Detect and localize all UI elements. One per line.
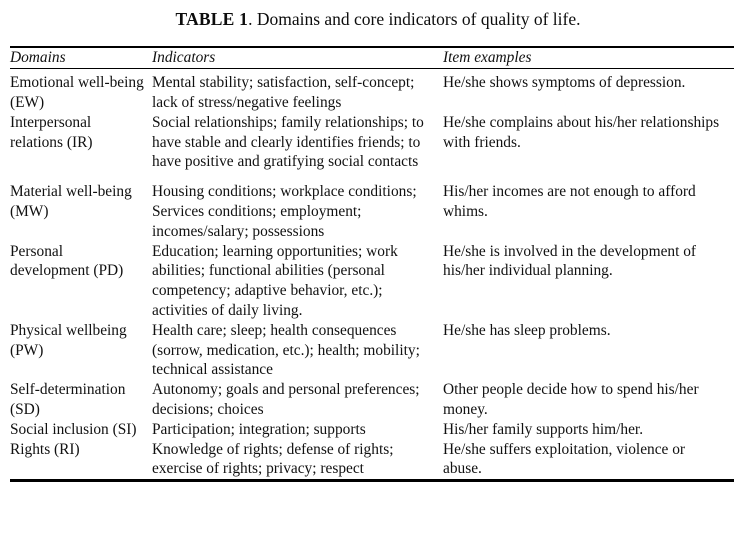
- cell-indicators: [152, 420, 443, 440]
- quality-of-life-table: [10, 46, 734, 482]
- cell-domain-text: Emotional well-being (EW): [10, 74, 144, 112]
- cell-item-example: [443, 69, 734, 113]
- cell-domain: [10, 380, 152, 420]
- cell-item-example-text: He/she shows symptoms of depression.: [443, 74, 686, 92]
- cell-domain-text: Self-determination (SD): [10, 381, 126, 419]
- cell-indicators: [152, 69, 443, 113]
- column-header-item-examples: [443, 48, 734, 68]
- table-body-element: [10, 69, 734, 479]
- cell-item-example: [443, 380, 734, 420]
- cell-item-example: [443, 440, 734, 480]
- column-header-domains-label: Domains: [10, 49, 66, 66]
- caption-label: TABLE 1: [175, 9, 249, 29]
- cell-domain-text: Personal development (PD): [10, 242, 124, 280]
- table-header: [10, 48, 734, 68]
- cell-item-example-text: He/she has sleep problems.: [443, 321, 611, 339]
- cell-indicators-text: Autonomy; goals and personal preferences; decisions; choices: [152, 381, 420, 419]
- column-header-indicators: [152, 48, 443, 68]
- cell-indicators: [152, 440, 443, 480]
- cell-indicators-text: Education; learning opportunities; work abilities; functional abilities (personal competency; adaptive behavior, etc.); activities of daily living.: [152, 242, 398, 320]
- table-body: [10, 69, 734, 479]
- cell-indicators: [152, 113, 443, 182]
- cell-item-example-text: He/she complains about his/her relationships with friends.: [443, 113, 720, 151]
- table-header-row: [10, 48, 734, 68]
- cell-item-example: [443, 182, 734, 241]
- cell-item-example: [443, 321, 734, 380]
- cell-indicators-text: Mental stability; satisfaction, self-concept; lack of stress/negative feelings: [152, 74, 415, 112]
- cell-indicators-text: Knowledge of rights; defense of rights; exercise of rights; privacy; respect: [152, 440, 394, 478]
- table-row: [10, 113, 734, 182]
- table-row: [10, 420, 734, 440]
- cell-indicators-text: Participation; integration; supports: [152, 420, 366, 438]
- column-header-indicators-label: Indicators: [152, 49, 216, 66]
- table-element: [10, 48, 734, 68]
- cell-indicators-text: Housing conditions; workplace conditions; Services conditions; employment; incomes/salary; possessions: [152, 183, 417, 240]
- table-caption: [0, 8, 756, 30]
- table-bottom-rule: [10, 479, 734, 482]
- cell-domain: [10, 242, 152, 321]
- cell-indicators-text: Social relationships; family relationships; to have stable and clearly identifies friends; to have positive and gratifying social contacts: [152, 113, 424, 171]
- column-header-item-examples-label: Item examples: [443, 49, 532, 66]
- cell-item-example: [443, 242, 734, 321]
- table-row: [10, 380, 734, 420]
- cell-item-example-text: Other people decide how to spend his/her money.: [443, 381, 699, 419]
- table-row: [10, 440, 734, 480]
- cell-item-example-text: He/she suffers exploitation, violence or abuse.: [443, 440, 686, 478]
- cell-domain: [10, 113, 152, 182]
- column-header-domains: [10, 48, 152, 68]
- cell-indicators-text: Health care; sleep; health consequences (sorrow, medication, etc.); health; mobility; technical assistance: [152, 321, 420, 379]
- table-row: [10, 69, 734, 113]
- cell-item-example: [443, 420, 734, 440]
- cell-domain-text: Rights (RI): [10, 440, 80, 458]
- cell-item-example-text: His/her family supports him/her.: [443, 420, 644, 438]
- cell-domain-text: Physical wellbeing (PW): [10, 321, 127, 359]
- cell-domain: [10, 321, 152, 380]
- cell-domain-text: Social inclusion (SI): [10, 420, 137, 438]
- caption-text: . Domains and core indicators of quality of life.: [248, 9, 581, 29]
- cell-domain: [10, 69, 152, 113]
- cell-domain-text: Material well-being (MW): [10, 183, 132, 221]
- cell-indicators: [152, 182, 443, 241]
- cell-domain: [10, 440, 152, 480]
- table-row: [10, 321, 734, 380]
- cell-indicators: [152, 242, 443, 321]
- cell-indicators: [152, 380, 443, 420]
- cell-domain-text: Interpersonal relations (IR): [10, 113, 93, 151]
- table-row: [10, 242, 734, 321]
- cell-item-example: [443, 113, 734, 182]
- cell-item-example-text: His/her incomes are not enough to afford whims.: [443, 183, 696, 221]
- cell-item-example-text: He/she is involved in the development of his/her individual planning.: [443, 242, 697, 280]
- cell-domain: [10, 420, 152, 440]
- table-row: [10, 182, 734, 241]
- cell-domain: [10, 182, 152, 241]
- cell-indicators: [152, 321, 443, 380]
